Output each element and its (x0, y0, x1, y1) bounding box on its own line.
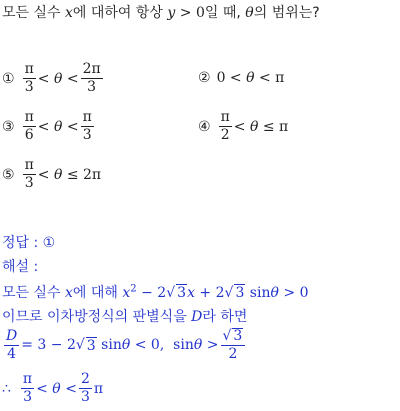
choice-3[interactable]: ③ $\frac{\pi}{6}$ < θ < $\frac{\pi}{3}$ (2, 109, 92, 144)
choice-5-number: ⑤ (2, 166, 15, 183)
choice-2-number: ② (198, 70, 211, 86)
choice-5[interactable]: ⑤ $\frac{\pi}{3}$ < θ ≤ 2π (2, 157, 102, 192)
explanation-label: 해설 : (2, 259, 39, 275)
explanation-line-4: ∴ $\frac{\pi}{3}$ < θ < $\frac{2}{3}$ π (2, 371, 104, 406)
answer-label: 정답 : ① (2, 235, 56, 251)
choice-1-number: ① (2, 70, 15, 87)
explanation-line-1: 모든 실수 x에 대해 $x^2 - 2√$ 3x + 2√ 3 sinθ > 0 (2, 283, 309, 301)
choice-1[interactable]: ① $\frac{\pi}{3}$ < θ < $\frac{2\pi}{3}$ (2, 61, 101, 96)
question-text: 모든 실수 x에 대하여 항상 y > 0일 때, θ의 범위는? (2, 5, 320, 21)
choice-4-number: ④ (198, 118, 211, 135)
explanation-line-3: $\frac{D}{4}$ = 3 − 2 √ 3 sin θ < 0, sin θ > $\frac{√ 3}{2}$ (2, 328, 247, 363)
choice-4[interactable]: ④ $\frac{\pi}{2}$ < θ ≤ π (198, 109, 289, 144)
choice-3-number: ③ (2, 118, 15, 135)
choice-2[interactable]: ② 0 < θ < π (198, 70, 285, 86)
explanation-line-2: 이므로 이차방정식의 판별식을 D라 하면 (2, 309, 248, 325)
